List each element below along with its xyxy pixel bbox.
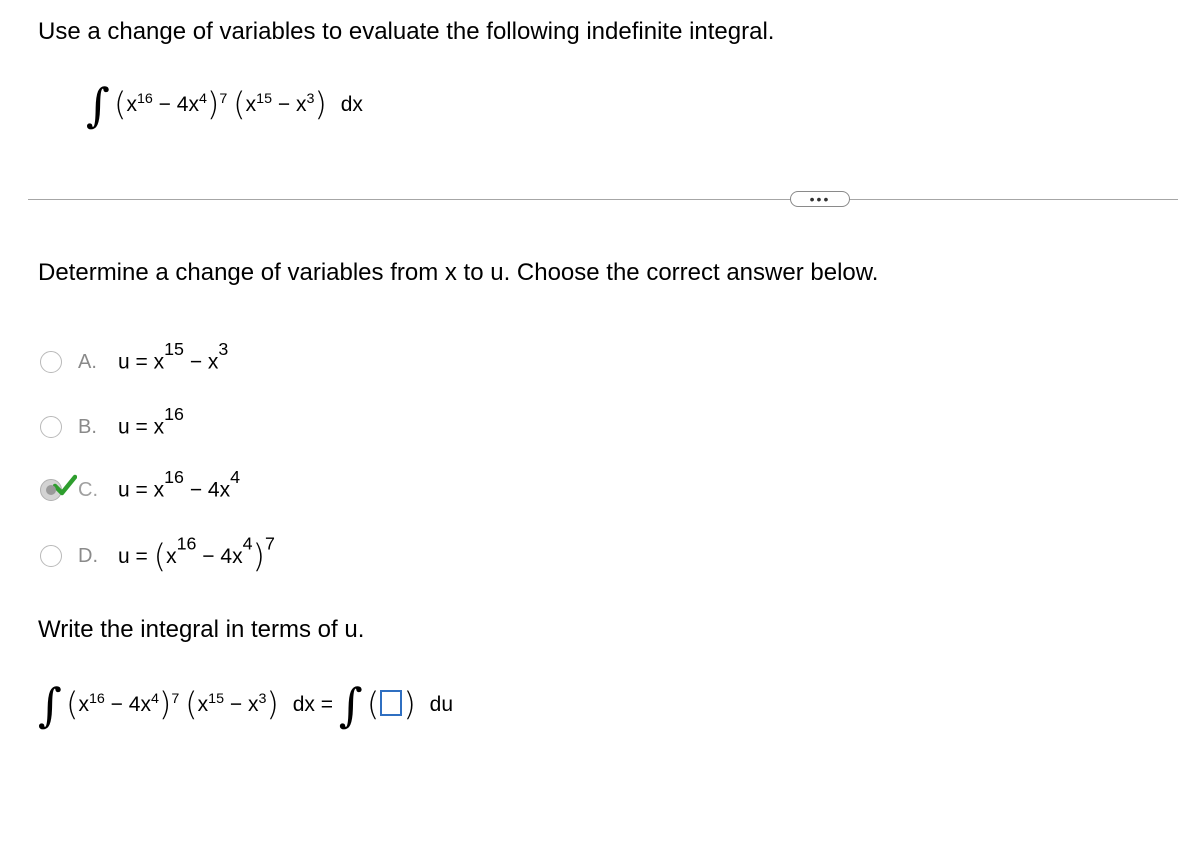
option-d-radio[interactable] bbox=[40, 545, 62, 567]
part1-prompt: Determine a change of variables from x to u. Choose the correct answer below. bbox=[38, 259, 879, 286]
answer-input-box[interactable] bbox=[380, 690, 402, 716]
option-a[interactable] bbox=[40, 339, 229, 380]
question-text: Use a change of variables to evaluate the following indefinite integral. bbox=[38, 18, 775, 45]
more-button[interactable]: ••• bbox=[790, 191, 850, 207]
divider bbox=[28, 199, 1178, 200]
option-c-radio[interactable] bbox=[40, 479, 62, 501]
check-icon bbox=[53, 474, 77, 496]
equals-sign: = bbox=[320, 693, 334, 716]
option-b-radio[interactable] bbox=[40, 416, 62, 438]
option-a-radio[interactable] bbox=[40, 351, 62, 373]
integral-in-u: ∫ $(x^{16} - 4x^4)^7$ $(x^{15} - x^3)$ dx = ∫ ( ) du bbox=[38, 678, 454, 732]
option-c[interactable] bbox=[40, 467, 241, 508]
du-label: du bbox=[429, 693, 454, 716]
option-c-letter: C. bbox=[78, 478, 98, 501]
integral-expression: ∫ $(x^{16} - 4x^4)^7$ $(x^{15} - x^3)$ dx bbox=[86, 78, 363, 132]
option-a-math: $u = x^{15} - x^3$ bbox=[118, 339, 229, 374]
dx-label: dx bbox=[340, 93, 363, 116]
option-b-math: $u = x^{16}$ bbox=[118, 404, 184, 439]
part2-prompt: Write the integral in terms of u. bbox=[38, 616, 365, 643]
option-d-math: $u = (x^{16} - 4x^4)^7$ bbox=[118, 533, 275, 575]
integral-sign-u: ∫ bbox=[338, 678, 363, 732]
integral-sign: ∫ bbox=[86, 78, 110, 132]
option-c-math: $u = x^{16} - 4x^4$ bbox=[118, 467, 241, 502]
option-d[interactable] bbox=[40, 533, 275, 575]
term-x: x bbox=[126, 93, 137, 116]
option-b[interactable] bbox=[40, 404, 184, 445]
option-a-letter: A. bbox=[78, 350, 97, 373]
option-b-letter: B. bbox=[78, 415, 97, 438]
option-d-letter: D. bbox=[78, 544, 98, 567]
